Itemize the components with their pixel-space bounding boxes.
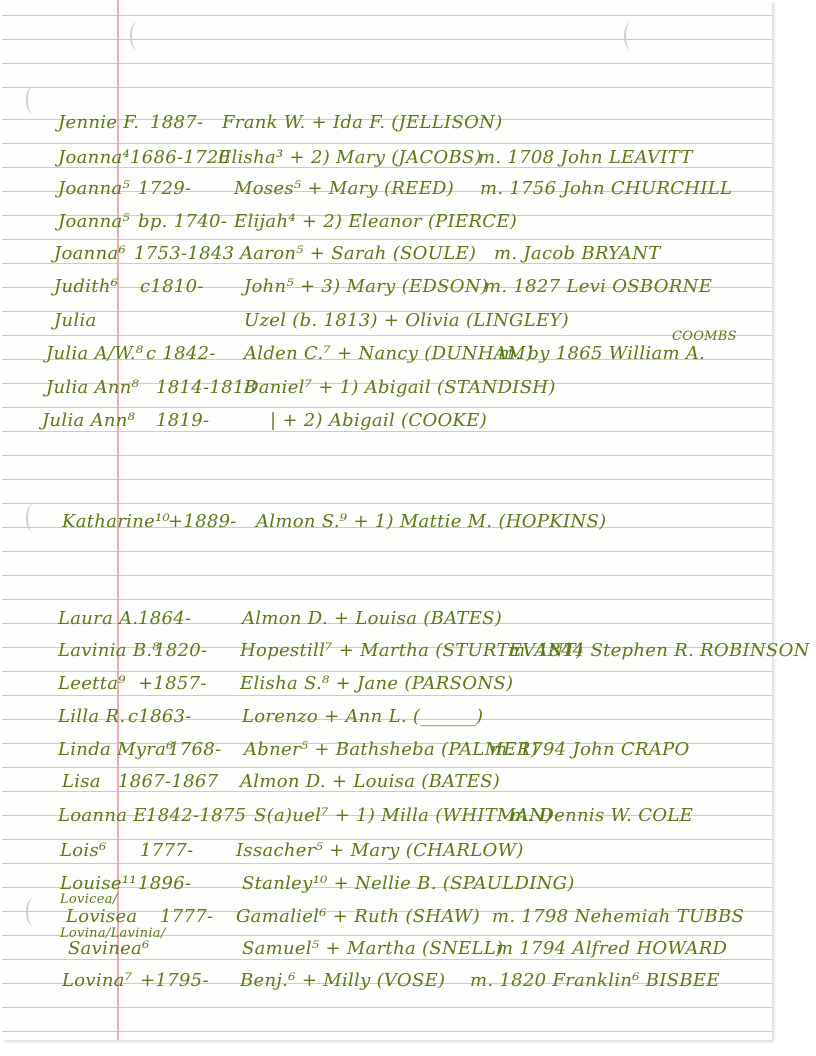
entry-parents: John⁵ + 3) Mary (EDSON) bbox=[244, 276, 489, 297]
entry-name: Lavinia B.⁸ bbox=[58, 640, 160, 661]
entry-name: Laura A. bbox=[58, 608, 139, 629]
entry-parents: Almon D. + Louisa (BATES) bbox=[242, 608, 503, 629]
entry-parents: Daniel⁷ + 1) Abigail (STANDISH) bbox=[244, 377, 556, 398]
entry-spouse: m. Dennis W. COLE bbox=[510, 805, 694, 826]
entry-dates: 1686-1720 bbox=[130, 147, 231, 168]
entry-parents: Almon D. + Louisa (BATES) bbox=[240, 771, 501, 792]
entry-name: Lovisea bbox=[66, 906, 138, 927]
entry-parents: Aaron⁵ + Sarah (SOULE) bbox=[240, 243, 477, 264]
entry-name: Leetta⁹ bbox=[58, 673, 126, 694]
entry-name: Joanna⁴ bbox=[58, 147, 131, 168]
entry-dates: 1896- bbox=[138, 873, 192, 894]
entry-parents: Frank W. + Ida F. (JELLISON) bbox=[222, 112, 503, 133]
entry-spouse: m. 1708 John LEAVITT bbox=[478, 147, 693, 168]
entry-name: Julia Ann⁸ bbox=[46, 377, 140, 398]
entry-dates: c1863- bbox=[128, 706, 192, 727]
entry-dates: c 1842- bbox=[146, 343, 216, 364]
entry-name: Louise¹¹ bbox=[60, 873, 137, 894]
entry-name-alt: Lovina/Lavinia/ bbox=[60, 926, 166, 941]
entry-spouse: m. Jacob BRYANT bbox=[494, 243, 661, 264]
entry-parents: Alden C.⁷ + Nancy (DUNHAM) bbox=[244, 343, 534, 364]
entry-parents: Lorenzo + Ann L. (______) bbox=[242, 706, 484, 727]
entry-name: Julia bbox=[54, 310, 97, 331]
entry-name: Julia A/W.⁸ bbox=[46, 343, 144, 364]
entry-name: Jennie F. bbox=[58, 112, 140, 133]
entry-parents: Stanley¹⁰ + Nellie B. (SPAULDING) bbox=[242, 873, 575, 894]
entry-dates: 1820- bbox=[154, 640, 208, 661]
entry-spouse: m. 1756 John CHURCHILL bbox=[480, 178, 733, 199]
entry-name: Savinea⁶ bbox=[68, 938, 150, 959]
entry-name: Katharine¹⁰ bbox=[62, 511, 171, 532]
entry-dates: 1753-1843 bbox=[134, 243, 235, 264]
entry-name: Julia Ann⁸ bbox=[42, 410, 136, 431]
entry-dates: 1887- bbox=[150, 112, 204, 133]
entry-spouse: m. 1798 Nehemiah TUBBS bbox=[492, 906, 745, 927]
entry-spouse: m. 1794 John CRAPO bbox=[490, 739, 690, 760]
entry-name: Linda Myra⁶ bbox=[58, 739, 174, 760]
entry-dates: 1819- bbox=[156, 410, 210, 431]
entry-dates: 1814-1818 bbox=[156, 377, 257, 398]
entry-dates: 1777- bbox=[160, 906, 214, 927]
entry-spouse: m 1794 Alfred HOWARD bbox=[496, 938, 728, 959]
entry-name: Lois⁶ bbox=[60, 840, 107, 861]
entry-dates: +1795- bbox=[140, 970, 209, 991]
entry-name: Judith⁶ bbox=[54, 276, 119, 297]
entry-dates: 1842-1875 bbox=[146, 805, 247, 826]
entry-parents: Elijah⁴ + 2) Eleanor (PIERCE) bbox=[234, 211, 518, 232]
entry-parents: Uzel (b. 1813) + Olivia (LINGLEY) bbox=[244, 310, 569, 331]
entry-spouse-note: COOMBS bbox=[672, 329, 737, 344]
entry-dates: +1857- bbox=[138, 673, 207, 694]
entry-dates: 1867-1867 bbox=[118, 771, 219, 792]
entry-dates: 1768- bbox=[168, 739, 222, 760]
entry-parents: Benj.⁶ + Milly (VOSE) bbox=[240, 970, 446, 991]
entry-name: Joanna⁶ bbox=[54, 243, 127, 264]
entry-parents: Elisha S.⁸ + Jane (PARSONS) bbox=[240, 673, 514, 694]
entry-parents: Gamaliel⁶ + Ruth (SHAW) bbox=[236, 906, 481, 927]
entry-parents: S(a)uel⁷ + 1) Milla (WHITMAN) bbox=[254, 805, 553, 826]
entry-dates: +1889- bbox=[168, 511, 237, 532]
entry-parents: Almon S.⁹ + 1) Mattie M. (HOPKINS) bbox=[256, 511, 607, 532]
entry-name: Lilla R. bbox=[58, 706, 126, 727]
entry-spouse: m. 1844 Stephen R. ROBINSON bbox=[508, 640, 810, 661]
entry-parents: Abner⁵ + Bathsheba (PALMER) bbox=[244, 739, 539, 760]
entry-spouse: m. 1820 Franklin⁶ BISBEE bbox=[470, 970, 720, 991]
entry-spouse: m. 1827 Levi OSBORNE bbox=[484, 276, 713, 297]
entry-name: Loanna E. bbox=[58, 805, 153, 826]
entry-name: Lovina⁷ bbox=[62, 970, 133, 991]
entry-dates: 1729- bbox=[138, 178, 192, 199]
entry-name: Joanna⁵ bbox=[58, 211, 131, 232]
entry-parents: | + 2) Abigail (COOKE) bbox=[270, 410, 488, 431]
entry-name: Joanna⁵ bbox=[58, 178, 131, 199]
entry-name: Lisa bbox=[62, 771, 101, 792]
entry-dates: bp. 1740- bbox=[138, 211, 228, 232]
entry-parents: Samuel⁵ + Martha (SNELL) bbox=[242, 938, 504, 959]
entry-spouse: m. by 1865 William A. bbox=[498, 343, 706, 364]
entry-parents: Hopestill⁷ + Martha (STURTEVANT) bbox=[240, 640, 584, 661]
entry-dates: 1864- bbox=[138, 608, 192, 629]
entry-dates: 1777- bbox=[140, 840, 194, 861]
entry-parents: Elisha³ + 2) Mary (JACOBS) bbox=[218, 147, 482, 168]
entry-parents: Issacher⁵ + Mary (CHARLOW) bbox=[236, 840, 524, 861]
entry-dates: c1810- bbox=[140, 276, 204, 297]
entry-name-alt: Lovicea/ bbox=[60, 892, 118, 907]
entry-parents: Moses⁵ + Mary (REED) bbox=[234, 178, 455, 199]
